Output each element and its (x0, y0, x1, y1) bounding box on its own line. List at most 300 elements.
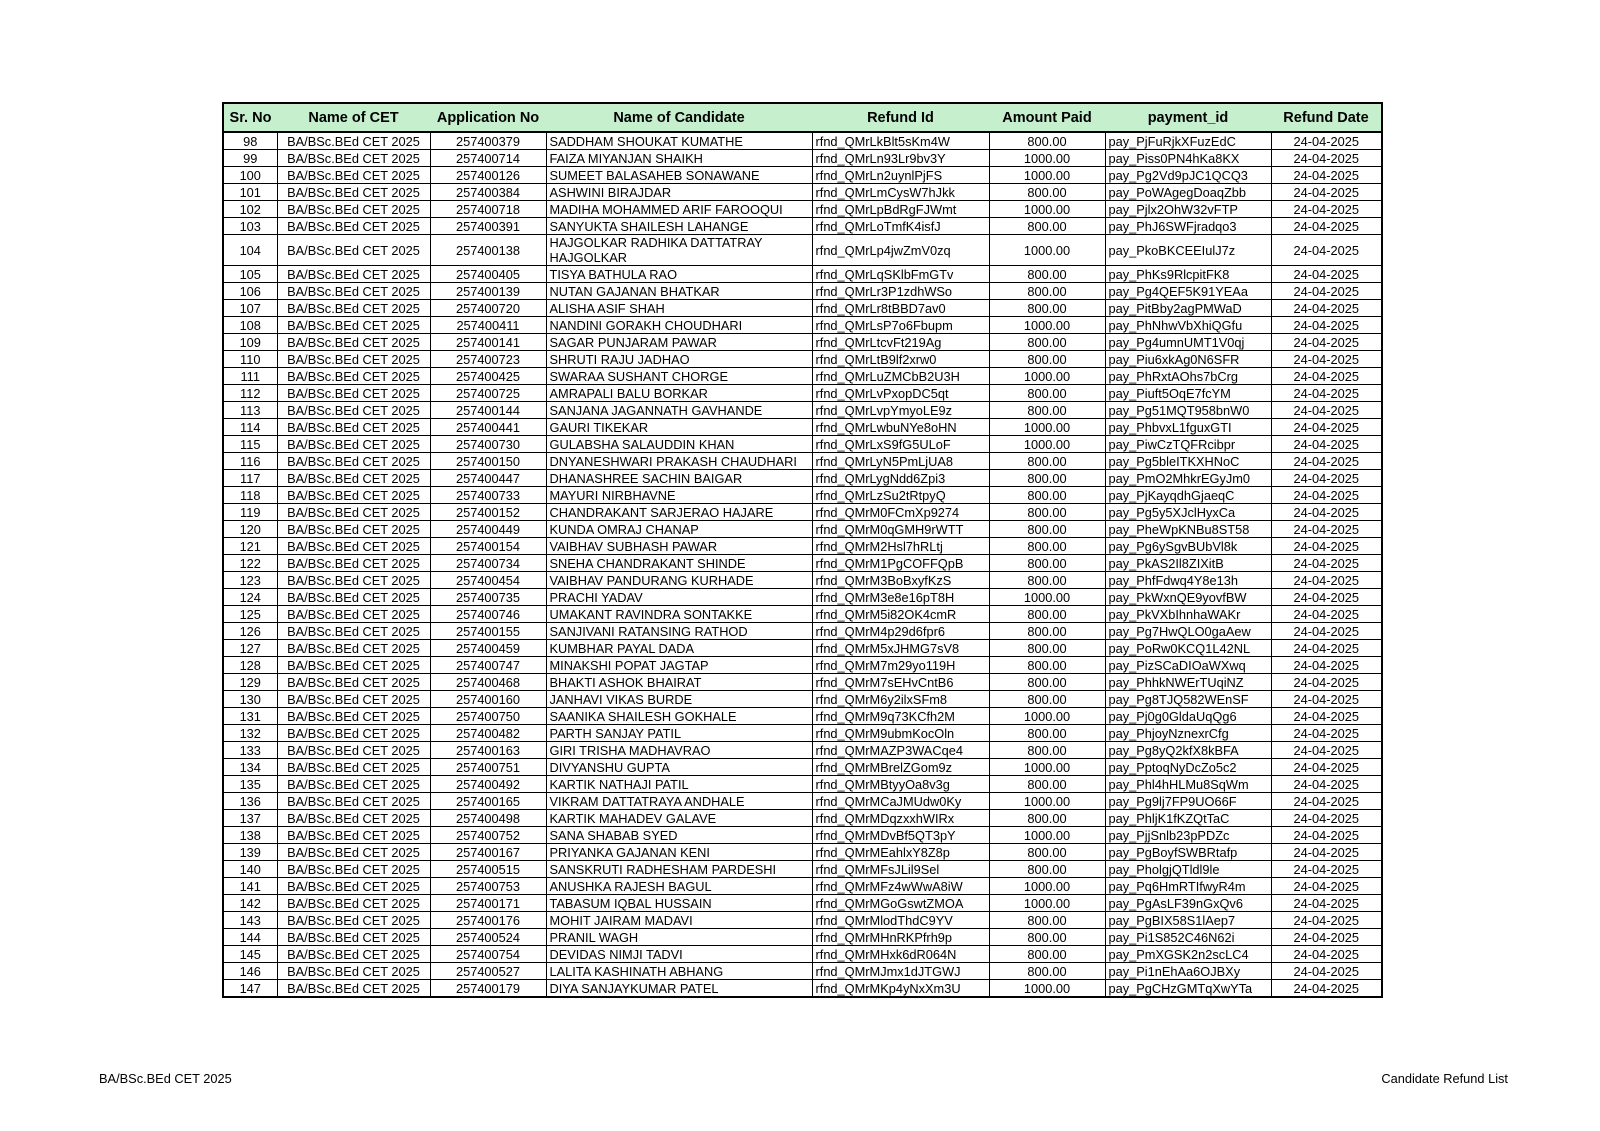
table-row (223, 827, 1382, 844)
table-row (223, 538, 1382, 555)
cell-application-no: 257400498 (430, 810, 546, 827)
cell-sr-no: 147 (239, 980, 261, 996)
cell-candidate-name: KARTIK NATHAJI PATIL (546, 776, 812, 793)
table-row (223, 708, 1382, 725)
cell-amount-paid: 1000.00 (989, 878, 1105, 895)
table-row (223, 283, 1382, 300)
table-row (223, 674, 1382, 691)
table-row (223, 929, 1382, 946)
cell-cet-name: BA/BSc.BEd CET 2025 (277, 235, 430, 266)
cell-cet-name: BA/BSc.BEd CET 2025 (277, 419, 430, 436)
header-sr-no: Sr. No (223, 103, 277, 132)
cell-amount-paid: 800.00 (989, 861, 1105, 878)
cell-refund-date: 24-04-2025 (1271, 725, 1382, 742)
cell-amount-paid: 800.00 (989, 844, 1105, 861)
table-row (223, 759, 1382, 776)
cell-refund-date: 24-04-2025 (1271, 419, 1382, 436)
cell-cet-name: BA/BSc.BEd CET 2025 (277, 861, 430, 878)
cell-application-no: 257400179 (430, 980, 546, 998)
cell-sr-no: 103 (223, 218, 277, 235)
cell-payment-id: pay_PhJ6SWFjradqo3 (1105, 218, 1271, 235)
cell-refund-date: 24-04-2025 (1271, 436, 1382, 453)
cell-refund-id: rfnd_QMrLxS9fG5ULoF (812, 436, 989, 453)
cell-refund-date: 24-04-2025 (1271, 132, 1382, 150)
cell-application-no: 257400725 (430, 385, 546, 402)
table-row (223, 504, 1382, 521)
cell-candidate-name: MAYURI NIRBHAVNE (546, 487, 812, 504)
cell-payment-id: pay_PizSCaDIOaWXwq (1105, 657, 1271, 674)
cell-application-no: 257400141 (430, 334, 546, 351)
cell-payment-id: pay_PhRxtAOhs7bCrg (1105, 368, 1271, 385)
cell-candidate-name: TISYA BATHULA RAO (546, 266, 812, 283)
cell-cet-name: BA/BSc.BEd CET 2025 (277, 674, 430, 691)
cell-application-no: 257400714 (430, 150, 546, 167)
cell-refund-date: 24-04-2025 (1271, 657, 1382, 674)
cell-candidate-name: SNEHA CHANDRAKANT SHINDE (546, 555, 812, 572)
cell-sr-no: 107 (223, 300, 277, 317)
cell-payment-id: pay_PhNhwVbXhiQGfu (1105, 317, 1271, 334)
cell-payment-id: pay_Piu6xkAg0N6SFR (1105, 351, 1271, 368)
cell-candidate-name: VAIBHAV PANDURANG KURHADE (546, 572, 812, 589)
cell-amount-paid: 800.00 (989, 351, 1105, 368)
cell-refund-id: rfnd_QMrLn2uynlPjFS (812, 167, 989, 184)
cell-refund-id: rfnd_QMrM0qGMH9rWTT (812, 521, 989, 538)
cell-application-no: 257400154 (430, 538, 546, 555)
cell-cet-name: BA/BSc.BEd CET 2025 (277, 538, 430, 555)
cell-sr-no: 145 (223, 946, 277, 963)
cell-refund-id: rfnd_QMrLkBlt5sKm4W (812, 132, 989, 150)
cell-refund-id: rfnd_QMrLpBdRgFJWmt (812, 201, 989, 218)
cell-candidate-name: TABASUM IQBAL HUSSAIN (546, 895, 812, 912)
cell-payment-id: pay_Pg8TJQ582WEnSF (1105, 691, 1271, 708)
cell-refund-id: rfnd_QMrLvpYmyoLE9z (812, 402, 989, 419)
table-row (223, 844, 1382, 861)
cell-amount-paid: 800.00 (989, 606, 1105, 623)
cell-payment-id: pay_PgBoyfSWBRtafp (1105, 844, 1271, 861)
cell-application-no: 257400754 (430, 946, 546, 963)
cell-application-no: 257400752 (430, 827, 546, 844)
table-row (223, 317, 1382, 334)
cell-payment-id: pay_PgBIX58S1lAep7 (1105, 912, 1271, 929)
table-row (223, 810, 1382, 827)
cell-cet-name: BA/BSc.BEd CET 2025 (277, 776, 430, 793)
cell-refund-date: 24-04-2025 (1271, 640, 1382, 657)
cell-refund-id: rfnd_QMrMKp4yNxXm3U (812, 980, 989, 998)
table-row (223, 793, 1382, 810)
cell-refund-date: 24-04-2025 (1271, 606, 1382, 623)
cell-payment-id: pay_Pi1S852C46N62i (1105, 929, 1271, 946)
table-row (223, 572, 1382, 589)
cell-sr-no: 136 (223, 793, 277, 810)
cell-sr-no: 125 (223, 606, 277, 623)
cell-refund-id: rfnd_QMrLygNdd6Zpi3 (812, 470, 989, 487)
cell-sr-no: 100 (223, 167, 277, 184)
cell-amount-paid: 800.00 (989, 623, 1105, 640)
cell-payment-id: pay_Pi1nEhAa6OJBXy (1105, 963, 1271, 980)
cell-sr-no: 131 (223, 708, 277, 725)
cell-sr-no: 110 (223, 351, 277, 368)
cell-refund-id: rfnd_QMrLuZMCbB2U3H (812, 368, 989, 385)
header-refund-date: Refund Date (1271, 103, 1382, 132)
cell-sr-no: 122 (223, 555, 277, 572)
cell-cet-name: BA/BSc.BEd CET 2025 (277, 793, 430, 810)
cell-cet-name: BA/BSc.BEd CET 2025 (277, 742, 430, 759)
cell-refund-date: 24-04-2025 (1271, 538, 1382, 555)
table-row (223, 470, 1382, 487)
cell-amount-paid: 800.00 (989, 218, 1105, 235)
cell-sr-no: 124 (223, 589, 277, 606)
cell-cet-name: BA/BSc.BEd CET 2025 (277, 759, 430, 776)
cell-cet-name: BA/BSc.BEd CET 2025 (277, 657, 430, 674)
cell-application-no: 257400733 (430, 487, 546, 504)
cell-candidate-name: PRIYANKA GAJANAN KENI (546, 844, 812, 861)
cell-application-no: 257400139 (430, 283, 546, 300)
cell-candidate-name: PARTH SANJAY PATIL (546, 725, 812, 742)
cell-candidate-name: MOHIT JAIRAM MADAVI (546, 912, 812, 929)
table-row (223, 657, 1382, 674)
cell-candidate-name: PRACHI YADAV (546, 589, 812, 606)
cell-payment-id: pay_PkoBKCEEIulJ7z (1105, 235, 1271, 266)
table-row (223, 235, 1382, 266)
cell-payment-id: pay_Pg9lj7FP9UO66F (1105, 793, 1271, 810)
cell-cet-name: BA/BSc.BEd CET 2025 (277, 895, 430, 912)
cell-cet-name: BA/BSc.BEd CET 2025 (277, 132, 430, 150)
cell-application-no: 257400171 (430, 895, 546, 912)
cell-payment-id: pay_Pg6ySgvBUbVl8k (1105, 538, 1271, 555)
cell-application-no: 257400482 (430, 725, 546, 742)
cell-refund-date: 24-04-2025 (1271, 487, 1382, 504)
cell-application-no: 257400167 (430, 844, 546, 861)
cell-cet-name: BA/BSc.BEd CET 2025 (277, 283, 430, 300)
cell-sr-no: 132 (223, 725, 277, 742)
cell-amount-paid: 1000.00 (989, 150, 1105, 167)
cell-application-no: 257400515 (430, 861, 546, 878)
cell-refund-date: 24-04-2025 (1271, 674, 1382, 691)
cell-amount-paid: 1000.00 (989, 235, 1105, 266)
cell-refund-date: 24-04-2025 (1271, 572, 1382, 589)
cell-application-no: 257400524 (430, 929, 546, 946)
cell-refund-date: 24-04-2025 (1271, 150, 1382, 167)
cell-sr-no: 143 (223, 912, 277, 929)
cell-candidate-name: DEVIDAS NIMJI TADVI (546, 946, 812, 963)
cell-amount-paid: 1000.00 (989, 895, 1105, 912)
cell-candidate-name: CHANDRAKANT SARJERAO HAJARE (546, 504, 812, 521)
cell-refund-date: 24-04-2025 (1271, 555, 1382, 572)
cell-candidate-name: KUMBHAR PAYAL DADA (546, 640, 812, 657)
cell-cet-name: BA/BSc.BEd CET 2025 (277, 487, 430, 504)
cell-amount-paid: 1000.00 (989, 980, 1105, 998)
table-row (223, 776, 1382, 793)
table-row (223, 912, 1382, 929)
cell-application-no: 257400454 (430, 572, 546, 589)
cell-refund-date: 24-04-2025 (1271, 810, 1382, 827)
cell-payment-id: pay_Pg51MQT958bnW0 (1105, 402, 1271, 419)
cell-application-no: 257400730 (430, 436, 546, 453)
cell-refund-id: rfnd_QMrLp4jwZmV0zq (812, 235, 989, 266)
cell-amount-paid: 800.00 (989, 385, 1105, 402)
cell-refund-date: 24-04-2025 (1271, 929, 1382, 946)
cell-amount-paid: 800.00 (989, 487, 1105, 504)
cell-sr-no: 98 (223, 132, 277, 150)
cell-payment-id: pay_PgCHzGMTqXwYTa (1105, 980, 1271, 998)
cell-payment-id: pay_Piss0PN4hKa8KX (1105, 150, 1271, 167)
cell-refund-date: 24-04-2025 (1271, 912, 1382, 929)
cell-application-no: 257400152 (430, 504, 546, 521)
cell-refund-id: rfnd_QMrMFz4wWwA8iW (812, 878, 989, 895)
cell-refund-date: 24-04-2025 (1271, 470, 1382, 487)
cell-refund-date: 24-04-2025 (1271, 201, 1382, 218)
cell-amount-paid: 800.00 (989, 402, 1105, 419)
cell-candidate-name: DHANASHREE SACHIN BAIGAR (546, 470, 812, 487)
cell-candidate-name: UMAKANT RAVINDRA SONTAKKE (546, 606, 812, 623)
cell-cet-name: BA/BSc.BEd CET 2025 (277, 453, 430, 470)
cell-sr-no: 137 (223, 810, 277, 827)
cell-payment-id: pay_PptoqNyDcZo5c2 (1105, 759, 1271, 776)
cell-candidate-name: PRANIL WAGH (546, 929, 812, 946)
cell-payment-id: pay_Piuft5OqE7fcYM (1105, 385, 1271, 402)
cell-amount-paid: 800.00 (989, 691, 1105, 708)
table-row (223, 132, 1382, 150)
cell-amount-paid: 800.00 (989, 963, 1105, 980)
cell-application-no: 257400441 (430, 419, 546, 436)
cell-refund-id: rfnd_QMrMAZP3WACqe4 (812, 742, 989, 759)
cell-application-no: 257400176 (430, 912, 546, 929)
cell-application-no: 257400468 (430, 674, 546, 691)
table-row (223, 167, 1382, 184)
cell-refund-date: 24-04-2025 (1271, 623, 1382, 640)
cell-candidate-name: ASHWINI BIRAJDAR (546, 184, 812, 201)
cell-sr-no: 105 (223, 266, 277, 283)
cell-application-no: 257400384 (430, 184, 546, 201)
cell-refund-id: rfnd_QMrM7m29yo119H (812, 657, 989, 674)
cell-cet-name: BA/BSc.BEd CET 2025 (277, 844, 430, 861)
cell-refund-id: rfnd_QMrM7sEHvCntB6 (812, 674, 989, 691)
cell-amount-paid: 800.00 (989, 674, 1105, 691)
header-application-no: Application No (430, 103, 546, 132)
cell-refund-date: 24-04-2025 (1271, 776, 1382, 793)
table-row (223, 555, 1382, 572)
cell-candidate-name: ANUSHKA RAJESH BAGUL (546, 878, 812, 895)
cell-payment-id: pay_PkAS2Il8ZIXitB (1105, 555, 1271, 572)
cell-application-no: 257400155 (430, 623, 546, 640)
cell-payment-id: pay_PkVXbIhnhaWAKr (1105, 606, 1271, 623)
cell-amount-paid: 800.00 (989, 572, 1105, 589)
cell-payment-id: pay_PkWxnQE9yovfBW (1105, 589, 1271, 606)
cell-sr-no: 138 (223, 827, 277, 844)
cell-candidate-name: BHAKTI ASHOK BHAIRAT (546, 674, 812, 691)
cell-application-no: 257400718 (430, 201, 546, 218)
cell-candidate-name: KARTIK MAHADEV GALAVE (546, 810, 812, 827)
cell-refund-id: rfnd_QMrMHnRKPfrh9p (812, 929, 989, 946)
table-row (223, 623, 1382, 640)
table-row (223, 266, 1382, 283)
cell-sr-no: 115 (223, 436, 277, 453)
cell-refund-id: rfnd_QMrMDvBf5QT3pY (812, 827, 989, 844)
cell-payment-id: pay_Phl4hHLMu8SqWm (1105, 776, 1271, 793)
table-row (223, 402, 1382, 419)
cell-payment-id: pay_PhKs9RlcpitFK8 (1105, 266, 1271, 283)
cell-cet-name: BA/BSc.BEd CET 2025 (277, 470, 430, 487)
cell-application-no: 257400405 (430, 266, 546, 283)
cell-refund-date: 24-04-2025 (1271, 521, 1382, 538)
cell-application-no: 257400492 (430, 776, 546, 793)
cell-sr-no: 108 (223, 317, 277, 334)
cell-sr-no: 126 (223, 623, 277, 640)
cell-amount-paid: 800.00 (989, 504, 1105, 521)
cell-amount-paid: 800.00 (989, 470, 1105, 487)
cell-sr-no: 118 (223, 487, 277, 504)
cell-cet-name: BA/BSc.BEd CET 2025 (277, 201, 430, 218)
cell-refund-id: rfnd_QMrMEahlxY8Z8p (812, 844, 989, 861)
table-row (223, 878, 1382, 895)
cell-application-no: 257400160 (430, 691, 546, 708)
cell-refund-id: rfnd_QMrM5i82OK4cmR (812, 606, 989, 623)
cell-sr-no: 106 (223, 283, 277, 300)
header-name-of-cet: Name of CET (277, 103, 430, 132)
cell-candidate-name: DIYA SANJAYKUMAR PATEL (546, 980, 812, 998)
table-row (223, 453, 1382, 470)
cell-refund-id: rfnd_QMrMBrelZGom9z (812, 759, 989, 776)
cell-candidate-name: ALISHA ASIF SHAH (546, 300, 812, 317)
cell-payment-id: pay_Pg8yQ2kfX8kBFA (1105, 742, 1271, 759)
cell-refund-date: 24-04-2025 (1271, 742, 1382, 759)
cell-candidate-name: JANHAVI VIKAS BURDE (546, 691, 812, 708)
cell-amount-paid: 800.00 (989, 946, 1105, 963)
cell-candidate-name: GAURI TIKEKAR (546, 419, 812, 436)
cell-payment-id: pay_PhjoyNznexrCfg (1105, 725, 1271, 742)
table-row (223, 895, 1382, 912)
cell-candidate-name: AMRAPALI BALU BORKAR (546, 385, 812, 402)
cell-amount-paid: 800.00 (989, 184, 1105, 201)
cell-cet-name: BA/BSc.BEd CET 2025 (277, 368, 430, 385)
cell-sr-no: 130 (223, 691, 277, 708)
table-row (223, 218, 1382, 235)
cell-refund-id: rfnd_QMrLr3P1zdhWSo (812, 283, 989, 300)
cell-sr-no: 99 (223, 150, 277, 167)
cell-cet-name: BA/BSc.BEd CET 2025 (277, 521, 430, 538)
cell-refund-date: 24-04-2025 (1271, 861, 1382, 878)
cell-refund-date: 24-04-2025 (1271, 300, 1382, 317)
cell-application-no: 257400391 (430, 218, 546, 235)
cell-refund-id: rfnd_QMrM3e8e16pT8H (812, 589, 989, 606)
cell-amount-paid: 800.00 (989, 555, 1105, 572)
cell-sr-no: 102 (223, 201, 277, 218)
cell-refund-id: rfnd_QMrM9q73KCfh2M (812, 708, 989, 725)
cell-amount-paid: 800.00 (989, 640, 1105, 657)
cell-refund-id: rfnd_QMrM5xJHMG7sV8 (812, 640, 989, 657)
cell-amount-paid: 800.00 (989, 266, 1105, 283)
cell-sr-no: 123 (223, 572, 277, 589)
cell-sr-no: 109 (223, 334, 277, 351)
cell-cet-name: BA/BSc.BEd CET 2025 (277, 572, 430, 589)
cell-sr-no: 141 (223, 878, 277, 895)
cell-refund-id: rfnd_QMrLoTmfK4isfJ (812, 218, 989, 235)
table-row (223, 640, 1382, 657)
cell-sr-no: 134 (223, 759, 277, 776)
cell-application-no: 257400734 (430, 555, 546, 572)
cell-refund-id: rfnd_QMrLvPxopDC5qt (812, 385, 989, 402)
cell-sr-no: 117 (223, 470, 277, 487)
cell-refund-id: rfnd_QMrM1PgCOFFQpB (812, 555, 989, 572)
cell-application-no: 257400138 (430, 235, 546, 266)
cell-cet-name: BA/BSc.BEd CET 2025 (277, 266, 430, 283)
cell-candidate-name: DNYANESHWARI PRAKASH CHAUDHARI (546, 453, 812, 470)
cell-refund-date: 24-04-2025 (1271, 691, 1382, 708)
table-row (223, 691, 1382, 708)
cell-refund-date: 24-04-2025 (1271, 218, 1382, 235)
cell-application-no: 257400449 (430, 521, 546, 538)
cell-application-no: 257400753 (430, 878, 546, 895)
cell-refund-date: 24-04-2025 (1271, 266, 1382, 283)
cell-refund-id: rfnd_QMrM4p29d6fpr6 (812, 623, 989, 640)
table-row (223, 201, 1382, 218)
header-refund-id: Refund Id (812, 103, 989, 132)
cell-sr-no: 119 (223, 504, 277, 521)
cell-candidate-name: GIRI TRISHA MADHAVRAO (546, 742, 812, 759)
cell-cet-name: BA/BSc.BEd CET 2025 (277, 334, 430, 351)
table-row (223, 368, 1382, 385)
cell-application-no: 257400735 (430, 589, 546, 606)
cell-refund-id: rfnd_QMrM9ubmKocOln (812, 725, 989, 742)
cell-refund-id: rfnd_QMrMGoGswtZMOA (812, 895, 989, 912)
cell-refund-date: 24-04-2025 (1271, 759, 1382, 776)
header-name-of-candidate: Name of Candidate (546, 103, 812, 132)
cell-amount-paid: 1000.00 (989, 317, 1105, 334)
table-row (223, 589, 1382, 606)
cell-candidate-name: GULABSHA SALAUDDIN KHAN (546, 436, 812, 453)
cell-cet-name: BA/BSc.BEd CET 2025 (277, 606, 430, 623)
cell-cet-name: BA/BSc.BEd CET 2025 (277, 351, 430, 368)
cell-refund-date: 24-04-2025 (1271, 589, 1382, 606)
cell-refund-date: 24-04-2025 (1271, 504, 1382, 521)
cell-candidate-name: MADIHA MOHAMMED ARIF FAROOQUI (546, 201, 812, 218)
cell-refund-date: 24-04-2025 (1271, 980, 1382, 998)
cell-candidate-name: LALITA KASHINATH ABHANG (546, 963, 812, 980)
cell-amount-paid: 1000.00 (989, 368, 1105, 385)
cell-candidate-name: FAIZA MIYANJAN SHAIKH (546, 150, 812, 167)
cell-refund-date: 24-04-2025 (1271, 334, 1382, 351)
cell-application-no: 257400126 (430, 167, 546, 184)
cell-amount-paid: 1000.00 (989, 793, 1105, 810)
cell-cet-name: BA/BSc.BEd CET 2025 (277, 963, 430, 980)
cell-candidate-name: SANJANA JAGANNATH GAVHANDE (546, 402, 812, 419)
cell-amount-paid: 800.00 (989, 725, 1105, 742)
cell-amount-paid: 800.00 (989, 657, 1105, 674)
cell-cet-name: BA/BSc.BEd CET 2025 (277, 504, 430, 521)
cell-candidate-name: VIKRAM DATTATRAYA ANDHALE (546, 793, 812, 810)
cell-payment-id: pay_PiwCzTQFRcibpr (1105, 436, 1271, 453)
cell-candidate-name: SANYUKTA SHAILESH LAHANGE (546, 218, 812, 235)
cell-payment-id: pay_Pj0g0GldaUqQg6 (1105, 708, 1271, 725)
cell-amount-paid: 800.00 (989, 929, 1105, 946)
cell-candidate-name: DIVYANSHU GUPTA (546, 759, 812, 776)
footer-left: BA/BSc.BEd CET 2025 (99, 1071, 232, 1086)
table-row (223, 150, 1382, 167)
cell-application-no: 257400163 (430, 742, 546, 759)
cell-application-no: 257400425 (430, 368, 546, 385)
cell-application-no: 257400459 (430, 640, 546, 657)
cell-candidate-name: VAIBHAV SUBHASH PAWAR (546, 538, 812, 555)
cell-refund-id: rfnd_QMrLtB9lf2xrw0 (812, 351, 989, 368)
cell-candidate-name: SWARAA SUSHANT CHORGE (546, 368, 812, 385)
cell-refund-id: rfnd_QMrLr8tBBD7av0 (812, 300, 989, 317)
cell-refund-date: 24-04-2025 (1271, 235, 1382, 266)
cell-sr-no: 111 (223, 368, 277, 385)
cell-candidate-name: HAJGOLKAR RADHIKA DATTATRAY HAJGOLKAR (546, 235, 812, 266)
cell-payment-id: pay_PheWpKNBu8ST58 (1105, 521, 1271, 538)
cell-cet-name: BA/BSc.BEd CET 2025 (277, 623, 430, 640)
cell-refund-id: rfnd_QMrMlodThdC9YV (812, 912, 989, 929)
